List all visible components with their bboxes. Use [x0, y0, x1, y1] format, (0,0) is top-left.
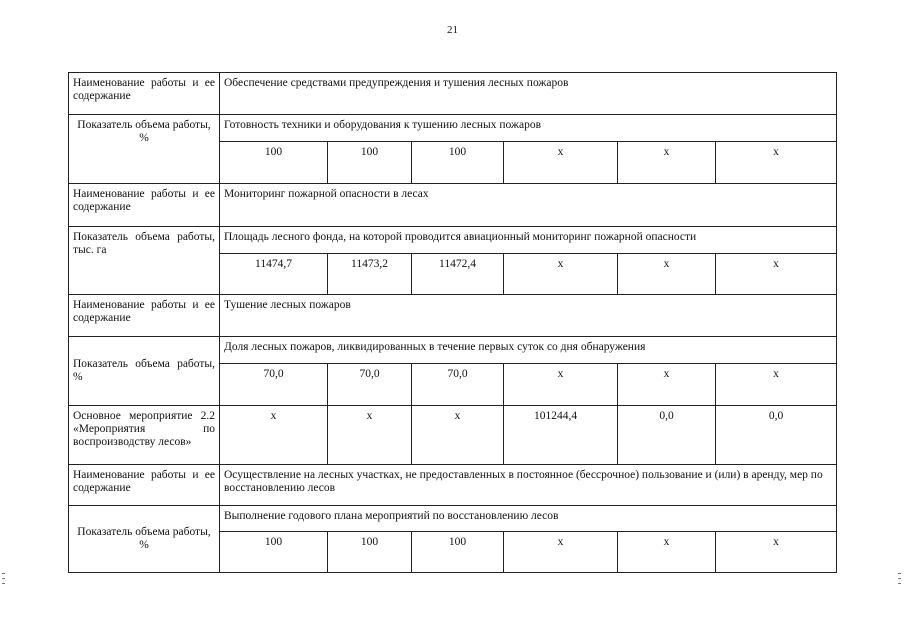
value-cell: х — [328, 406, 412, 465]
value-cell: х — [618, 532, 716, 573]
value-cell: 100 — [328, 532, 412, 573]
indicator-description: Доля лесных пожаров, ликвидированных в течение первых суток со дня обнаружения — [220, 337, 837, 364]
value-cell: х — [716, 142, 837, 184]
value-cell: 11473,2 — [328, 254, 412, 295]
scan-mark — [2, 578, 5, 579]
value-cell: 0,0 — [716, 406, 837, 465]
scan-mark — [898, 573, 901, 574]
work-description: Обеспечение средствами предупреждения и тушения лесных пожаров — [220, 73, 837, 115]
value-cell: х — [220, 406, 328, 465]
row-label: Показатель объема работы, % — [69, 506, 220, 573]
value-cell: х — [504, 364, 618, 406]
indicator-description: Готовность техники и оборудования к тушению лесных пожаров — [220, 115, 837, 142]
scan-mark — [898, 578, 901, 579]
table-row — [69, 227, 837, 254]
table-row — [69, 295, 837, 337]
value-cell: 101244,4 — [504, 406, 618, 465]
scan-mark — [898, 583, 901, 584]
value-cell: х — [716, 532, 837, 573]
scan-mark — [2, 573, 5, 574]
value-cell: х — [716, 254, 837, 295]
value-cell: х — [618, 142, 716, 184]
row-label: Основное мероприятие 2.2 «Мероприятия по воспроизводству лесов» — [69, 406, 220, 465]
value-cell: 70,0 — [412, 364, 504, 406]
indicator-description: Площадь лесного фонда, на которой проводится авиационный мониторинг пожарной опасности — [220, 227, 837, 254]
row-label: Наименование работы и ее содержание — [69, 465, 220, 506]
value-cell: х — [716, 364, 837, 406]
value-cell: х — [504, 142, 618, 184]
table-row — [69, 465, 837, 506]
table-row — [69, 115, 837, 142]
table-row — [69, 73, 837, 115]
scan-mark — [2, 583, 5, 584]
table-row — [69, 337, 837, 364]
value-cell: 11472,4 — [412, 254, 504, 295]
activity-table — [68, 72, 837, 573]
value-cell: х — [504, 532, 618, 573]
value-cell: х — [412, 406, 504, 465]
page-number: 21 — [447, 24, 458, 36]
value-cell: х — [618, 364, 716, 406]
row-label: Показатель объема работы, тыс. га — [69, 227, 220, 295]
value-cell: х — [618, 254, 716, 295]
value-cell: 0,0 — [618, 406, 716, 465]
value-cell: 100 — [412, 142, 504, 184]
work-description: Тушение лесных пожаров — [220, 295, 837, 337]
work-description: Осуществление на лесных участках, не предоставленных в постоянное (бессрочное) пользование и (или) в аренду, мер по восстановлению лесов — [220, 465, 837, 506]
indicator-description: Выполнение годового плана мероприятий по восстановлению лесов — [220, 506, 837, 532]
value-cell: 100 — [220, 142, 328, 184]
value-cell: х — [504, 254, 618, 295]
row-label: Показатель объема работы, % — [69, 115, 220, 184]
table-row — [69, 406, 837, 465]
value-cell: 100 — [220, 532, 328, 573]
row-label: Показатель объема работы, % — [69, 337, 220, 406]
value-cell: 100 — [412, 532, 504, 573]
value-cell: 11474,7 — [220, 254, 328, 295]
value-cell: 70,0 — [328, 364, 412, 406]
table-row — [69, 184, 837, 227]
work-description: Мониторинг пожарной опасности в лесах — [220, 184, 837, 227]
table-row — [69, 506, 837, 532]
value-cell: 100 — [328, 142, 412, 184]
row-label: Наименование работы и ее содержание — [69, 295, 220, 337]
row-label: Наименование работы и ее содержание — [69, 184, 220, 227]
value-cell: 70,0 — [220, 364, 328, 406]
row-label: Наименование работы и ее содержание — [69, 73, 220, 115]
